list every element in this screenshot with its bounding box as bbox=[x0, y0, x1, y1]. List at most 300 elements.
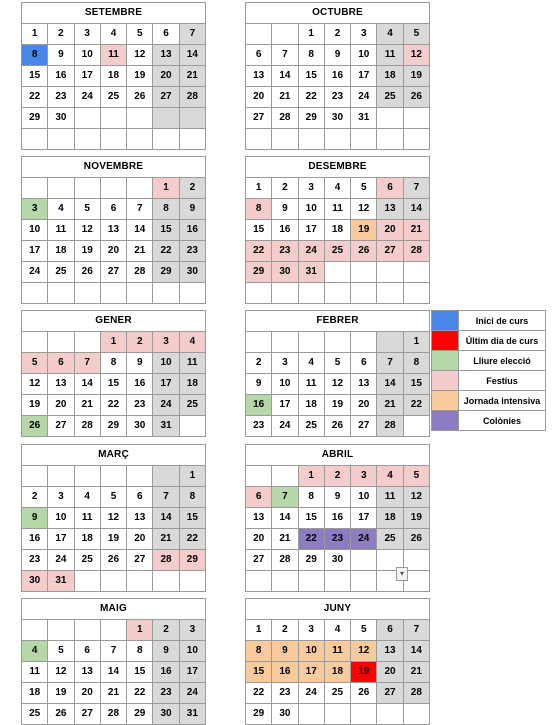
day-cell[interactable]: 2 bbox=[246, 353, 272, 374]
day-cell[interactable]: 11 bbox=[100, 45, 126, 66]
day-cell[interactable]: 27 bbox=[127, 550, 153, 571]
day-cell[interactable] bbox=[377, 332, 403, 353]
day-cell[interactable] bbox=[74, 332, 100, 353]
day-cell[interactable]: 11 bbox=[377, 45, 403, 66]
day-cell[interactable]: 16 bbox=[324, 508, 350, 529]
day-cell[interactable]: 17 bbox=[298, 662, 324, 683]
day-cell[interactable]: 6 bbox=[100, 199, 126, 220]
day-cell[interactable]: 26 bbox=[351, 683, 377, 704]
day-cell[interactable]: 8 bbox=[22, 45, 48, 66]
day-cell[interactable]: 11 bbox=[324, 641, 350, 662]
day-cell[interactable]: 8 bbox=[153, 199, 179, 220]
day-cell[interactable]: 28 bbox=[179, 87, 205, 108]
day-cell[interactable]: 16 bbox=[48, 66, 74, 87]
day-cell[interactable] bbox=[298, 129, 324, 150]
day-cell[interactable] bbox=[377, 704, 403, 725]
day-cell[interactable]: 4 bbox=[74, 487, 100, 508]
day-cell[interactable]: 15 bbox=[298, 66, 324, 87]
day-cell[interactable] bbox=[48, 178, 74, 199]
day-cell[interactable]: 26 bbox=[48, 704, 74, 725]
day-cell[interactable]: 5 bbox=[403, 24, 429, 45]
day-cell[interactable]: 27 bbox=[100, 262, 126, 283]
day-cell[interactable] bbox=[246, 129, 272, 150]
day-cell[interactable]: 7 bbox=[377, 353, 403, 374]
day-cell[interactable]: 18 bbox=[324, 220, 350, 241]
day-cell[interactable] bbox=[127, 466, 153, 487]
day-cell[interactable]: 20 bbox=[153, 66, 179, 87]
day-cell[interactable]: 14 bbox=[127, 220, 153, 241]
day-cell[interactable]: 27 bbox=[246, 550, 272, 571]
day-cell[interactable]: 25 bbox=[179, 395, 205, 416]
day-cell[interactable]: 17 bbox=[153, 374, 179, 395]
day-cell[interactable] bbox=[403, 416, 429, 437]
day-cell[interactable]: 2 bbox=[272, 620, 298, 641]
day-cell[interactable]: 11 bbox=[74, 508, 100, 529]
day-cell[interactable]: 12 bbox=[351, 641, 377, 662]
day-cell[interactable]: 14 bbox=[272, 508, 298, 529]
day-cell[interactable]: 2 bbox=[153, 620, 179, 641]
day-cell[interactable]: 12 bbox=[48, 662, 74, 683]
day-cell[interactable] bbox=[351, 283, 377, 304]
day-cell[interactable]: 12 bbox=[324, 374, 350, 395]
day-cell[interactable]: 21 bbox=[100, 683, 126, 704]
day-cell[interactable]: 9 bbox=[179, 199, 205, 220]
day-cell[interactable]: 27 bbox=[74, 704, 100, 725]
day-cell[interactable] bbox=[127, 571, 153, 592]
day-cell[interactable]: 22 bbox=[246, 683, 272, 704]
day-cell[interactable]: 26 bbox=[403, 87, 429, 108]
day-cell[interactable]: 7 bbox=[403, 620, 429, 641]
day-cell[interactable]: 14 bbox=[403, 199, 429, 220]
day-cell[interactable]: 29 bbox=[246, 262, 272, 283]
day-cell[interactable]: 23 bbox=[272, 241, 298, 262]
day-cell[interactable]: 15 bbox=[127, 662, 153, 683]
day-cell[interactable] bbox=[351, 571, 377, 592]
day-cell[interactable]: 14 bbox=[403, 641, 429, 662]
day-cell[interactable] bbox=[74, 108, 100, 129]
day-cell[interactable]: 13 bbox=[377, 641, 403, 662]
day-cell[interactable]: 25 bbox=[377, 529, 403, 550]
day-cell[interactable] bbox=[153, 129, 179, 150]
day-cell[interactable]: 9 bbox=[324, 45, 350, 66]
day-cell[interactable]: 30 bbox=[22, 571, 48, 592]
day-cell[interactable]: 16 bbox=[324, 66, 350, 87]
day-cell[interactable] bbox=[403, 262, 429, 283]
day-cell[interactable]: 21 bbox=[403, 662, 429, 683]
day-cell[interactable]: 3 bbox=[153, 332, 179, 353]
day-cell[interactable]: 24 bbox=[153, 395, 179, 416]
day-cell[interactable]: 4 bbox=[22, 641, 48, 662]
day-cell[interactable]: 9 bbox=[127, 353, 153, 374]
day-cell[interactable]: 7 bbox=[272, 487, 298, 508]
day-cell[interactable] bbox=[179, 108, 205, 129]
day-cell[interactable]: 20 bbox=[351, 395, 377, 416]
day-cell[interactable]: 11 bbox=[298, 374, 324, 395]
day-cell[interactable]: 15 bbox=[22, 66, 48, 87]
day-cell[interactable]: 1 bbox=[153, 178, 179, 199]
day-cell[interactable]: 11 bbox=[22, 662, 48, 683]
day-cell[interactable] bbox=[272, 571, 298, 592]
day-cell[interactable]: 12 bbox=[403, 487, 429, 508]
day-cell[interactable]: 12 bbox=[351, 199, 377, 220]
day-cell[interactable]: 10 bbox=[48, 508, 74, 529]
day-cell[interactable]: 18 bbox=[377, 66, 403, 87]
day-cell[interactable] bbox=[324, 571, 350, 592]
day-cell[interactable] bbox=[272, 466, 298, 487]
day-cell[interactable]: 27 bbox=[48, 416, 74, 437]
day-cell[interactable]: 27 bbox=[153, 87, 179, 108]
day-cell[interactable] bbox=[246, 466, 272, 487]
day-cell[interactable]: 26 bbox=[100, 550, 126, 571]
day-cell[interactable]: 29 bbox=[100, 416, 126, 437]
day-cell[interactable]: 21 bbox=[179, 66, 205, 87]
day-cell[interactable] bbox=[246, 283, 272, 304]
day-cell[interactable]: 4 bbox=[324, 620, 350, 641]
day-cell[interactable]: 8 bbox=[246, 199, 272, 220]
day-cell[interactable]: 12 bbox=[22, 374, 48, 395]
day-cell[interactable]: 14 bbox=[272, 66, 298, 87]
day-cell[interactable]: 6 bbox=[246, 45, 272, 66]
day-cell[interactable] bbox=[74, 129, 100, 150]
day-cell[interactable]: 17 bbox=[22, 241, 48, 262]
day-cell[interactable]: 24 bbox=[272, 416, 298, 437]
day-cell[interactable]: 5 bbox=[403, 466, 429, 487]
day-cell[interactable] bbox=[100, 283, 126, 304]
day-cell[interactable]: 2 bbox=[127, 332, 153, 353]
day-cell[interactable]: 21 bbox=[127, 241, 153, 262]
day-cell[interactable]: 8 bbox=[298, 487, 324, 508]
day-cell[interactable]: 28 bbox=[272, 550, 298, 571]
day-cell[interactable]: 3 bbox=[298, 620, 324, 641]
day-cell[interactable] bbox=[100, 129, 126, 150]
day-cell[interactable]: 25 bbox=[48, 262, 74, 283]
day-cell[interactable]: 13 bbox=[48, 374, 74, 395]
day-cell[interactable] bbox=[246, 571, 272, 592]
day-cell[interactable]: 18 bbox=[22, 683, 48, 704]
day-cell[interactable]: 12 bbox=[100, 508, 126, 529]
day-cell[interactable]: 8 bbox=[298, 45, 324, 66]
day-cell[interactable]: 25 bbox=[298, 416, 324, 437]
day-cell[interactable]: 20 bbox=[377, 662, 403, 683]
day-cell[interactable]: 2 bbox=[324, 466, 350, 487]
day-cell[interactable]: 28 bbox=[403, 241, 429, 262]
day-cell[interactable] bbox=[351, 550, 377, 571]
day-cell[interactable]: 1 bbox=[22, 24, 48, 45]
day-cell[interactable]: 23 bbox=[153, 683, 179, 704]
day-cell[interactable]: 17 bbox=[74, 66, 100, 87]
day-cell[interactable]: 6 bbox=[377, 178, 403, 199]
day-cell[interactable] bbox=[377, 129, 403, 150]
day-cell[interactable]: 1 bbox=[246, 178, 272, 199]
day-cell[interactable]: 1 bbox=[127, 620, 153, 641]
day-cell[interactable] bbox=[48, 332, 74, 353]
day-cell[interactable]: 14 bbox=[74, 374, 100, 395]
day-cell[interactable]: 23 bbox=[324, 529, 350, 550]
day-cell[interactable]: 3 bbox=[179, 620, 205, 641]
day-cell[interactable]: 22 bbox=[403, 395, 429, 416]
day-cell[interactable] bbox=[403, 704, 429, 725]
day-cell[interactable]: 18 bbox=[48, 241, 74, 262]
day-cell[interactable]: 29 bbox=[22, 108, 48, 129]
day-cell[interactable] bbox=[179, 283, 205, 304]
day-cell[interactable]: 26 bbox=[403, 529, 429, 550]
day-cell[interactable]: 15 bbox=[246, 220, 272, 241]
day-cell[interactable]: 15 bbox=[100, 374, 126, 395]
day-cell[interactable] bbox=[100, 466, 126, 487]
day-cell[interactable]: 5 bbox=[74, 199, 100, 220]
day-cell[interactable]: 16 bbox=[179, 220, 205, 241]
day-cell[interactable]: 6 bbox=[127, 487, 153, 508]
day-cell[interactable]: 29 bbox=[179, 550, 205, 571]
day-cell[interactable]: 9 bbox=[272, 199, 298, 220]
day-cell[interactable] bbox=[377, 108, 403, 129]
day-cell[interactable]: 26 bbox=[324, 416, 350, 437]
day-cell[interactable]: 25 bbox=[324, 241, 350, 262]
day-cell[interactable]: 10 bbox=[22, 220, 48, 241]
day-cell[interactable]: 14 bbox=[179, 45, 205, 66]
day-cell[interactable]: 24 bbox=[179, 683, 205, 704]
day-cell[interactable]: 16 bbox=[272, 662, 298, 683]
day-cell[interactable]: 21 bbox=[272, 87, 298, 108]
day-cell[interactable]: 25 bbox=[22, 704, 48, 725]
day-cell[interactable]: 22 bbox=[298, 87, 324, 108]
day-cell[interactable]: 6 bbox=[48, 353, 74, 374]
day-cell[interactable]: 4 bbox=[324, 178, 350, 199]
day-cell[interactable]: 9 bbox=[246, 374, 272, 395]
day-cell[interactable]: 12 bbox=[403, 45, 429, 66]
day-cell[interactable]: 2 bbox=[22, 487, 48, 508]
day-cell[interactable]: 27 bbox=[351, 416, 377, 437]
day-cell[interactable]: 13 bbox=[246, 508, 272, 529]
day-cell[interactable] bbox=[74, 178, 100, 199]
day-cell[interactable]: 15 bbox=[246, 662, 272, 683]
day-cell[interactable]: 17 bbox=[48, 529, 74, 550]
day-cell[interactable]: 7 bbox=[272, 45, 298, 66]
day-cell[interactable]: 18 bbox=[74, 529, 100, 550]
day-cell[interactable]: 9 bbox=[272, 641, 298, 662]
day-cell[interactable] bbox=[74, 571, 100, 592]
day-cell[interactable]: 15 bbox=[179, 508, 205, 529]
day-cell[interactable] bbox=[22, 620, 48, 641]
day-cell[interactable]: 5 bbox=[100, 487, 126, 508]
day-cell[interactable] bbox=[74, 466, 100, 487]
day-cell[interactable]: 30 bbox=[127, 416, 153, 437]
day-cell[interactable]: 19 bbox=[22, 395, 48, 416]
day-cell[interactable]: 13 bbox=[74, 662, 100, 683]
day-cell[interactable]: 17 bbox=[351, 66, 377, 87]
day-cell[interactable] bbox=[179, 129, 205, 150]
day-cell[interactable]: 24 bbox=[22, 262, 48, 283]
day-cell[interactable]: 22 bbox=[127, 683, 153, 704]
day-cell[interactable]: 23 bbox=[127, 395, 153, 416]
day-cell[interactable]: 25 bbox=[377, 87, 403, 108]
day-cell[interactable]: 21 bbox=[272, 529, 298, 550]
day-cell[interactable]: 8 bbox=[403, 353, 429, 374]
day-cell[interactable]: 26 bbox=[74, 262, 100, 283]
day-cell[interactable] bbox=[246, 332, 272, 353]
day-cell[interactable]: 30 bbox=[324, 108, 350, 129]
day-cell[interactable] bbox=[403, 283, 429, 304]
day-cell[interactable]: 19 bbox=[403, 508, 429, 529]
day-cell[interactable]: 11 bbox=[324, 199, 350, 220]
day-cell[interactable]: 10 bbox=[179, 641, 205, 662]
day-cell[interactable]: 2 bbox=[324, 24, 350, 45]
day-cell[interactable]: 13 bbox=[246, 66, 272, 87]
day-cell[interactable]: 29 bbox=[127, 704, 153, 725]
day-cell[interactable]: 2 bbox=[48, 24, 74, 45]
day-cell[interactable]: 28 bbox=[74, 416, 100, 437]
day-cell[interactable] bbox=[74, 620, 100, 641]
day-cell[interactable]: 21 bbox=[377, 395, 403, 416]
day-cell[interactable]: 28 bbox=[127, 262, 153, 283]
day-cell[interactable]: 18 bbox=[100, 66, 126, 87]
day-cell[interactable]: 15 bbox=[403, 374, 429, 395]
day-cell[interactable]: 20 bbox=[246, 87, 272, 108]
day-cell[interactable]: 31 bbox=[48, 571, 74, 592]
day-cell[interactable]: 24 bbox=[298, 683, 324, 704]
day-cell[interactable] bbox=[298, 283, 324, 304]
day-cell[interactable]: 20 bbox=[48, 395, 74, 416]
day-cell[interactable]: 19 bbox=[324, 395, 350, 416]
day-cell[interactable] bbox=[351, 704, 377, 725]
day-cell[interactable] bbox=[179, 416, 205, 437]
day-cell[interactable]: 13 bbox=[127, 508, 153, 529]
day-cell[interactable] bbox=[403, 108, 429, 129]
day-cell[interactable]: 29 bbox=[298, 108, 324, 129]
day-cell[interactable]: 19 bbox=[351, 220, 377, 241]
day-cell[interactable]: 28 bbox=[272, 108, 298, 129]
day-cell[interactable]: 3 bbox=[48, 487, 74, 508]
day-cell[interactable]: 26 bbox=[127, 87, 153, 108]
day-cell[interactable] bbox=[22, 129, 48, 150]
day-cell[interactable]: 7 bbox=[403, 178, 429, 199]
day-cell[interactable]: 6 bbox=[153, 24, 179, 45]
day-cell[interactable]: 11 bbox=[179, 353, 205, 374]
day-cell[interactable]: 19 bbox=[74, 241, 100, 262]
day-cell[interactable]: 3 bbox=[74, 24, 100, 45]
day-cell[interactable] bbox=[298, 332, 324, 353]
day-cell[interactable]: 6 bbox=[246, 487, 272, 508]
day-cell[interactable]: 20 bbox=[127, 529, 153, 550]
day-cell[interactable] bbox=[153, 283, 179, 304]
day-cell[interactable]: 7 bbox=[153, 487, 179, 508]
day-cell[interactable]: 18 bbox=[179, 374, 205, 395]
day-cell[interactable] bbox=[48, 620, 74, 641]
day-cell[interactable]: 2 bbox=[179, 178, 205, 199]
day-cell[interactable]: 8 bbox=[179, 487, 205, 508]
day-cell[interactable]: 20 bbox=[100, 241, 126, 262]
day-cell[interactable]: 25 bbox=[100, 87, 126, 108]
day-cell[interactable]: 4 bbox=[179, 332, 205, 353]
day-cell[interactable]: 30 bbox=[272, 262, 298, 283]
day-cell[interactable]: 30 bbox=[179, 262, 205, 283]
day-cell[interactable]: 11 bbox=[377, 487, 403, 508]
day-cell[interactable] bbox=[403, 129, 429, 150]
day-cell[interactable] bbox=[351, 129, 377, 150]
day-cell[interactable]: 17 bbox=[298, 220, 324, 241]
day-cell[interactable]: 1 bbox=[403, 332, 429, 353]
day-cell[interactable]: 19 bbox=[351, 662, 377, 683]
day-cell[interactable]: 18 bbox=[377, 508, 403, 529]
day-cell[interactable] bbox=[127, 129, 153, 150]
day-cell[interactable]: 7 bbox=[74, 353, 100, 374]
day-cell[interactable]: 28 bbox=[377, 416, 403, 437]
day-cell[interactable]: 23 bbox=[272, 683, 298, 704]
day-cell[interactable]: 21 bbox=[403, 220, 429, 241]
day-cell[interactable]: 5 bbox=[351, 620, 377, 641]
day-cell[interactable]: 9 bbox=[48, 45, 74, 66]
day-cell[interactable]: 10 bbox=[272, 374, 298, 395]
day-cell[interactable]: 16 bbox=[272, 220, 298, 241]
day-cell[interactable]: 6 bbox=[74, 641, 100, 662]
day-cell[interactable]: 16 bbox=[22, 529, 48, 550]
day-cell[interactable]: 23 bbox=[48, 87, 74, 108]
day-cell[interactable]: 22 bbox=[100, 395, 126, 416]
day-cell[interactable]: 1 bbox=[298, 24, 324, 45]
day-cell[interactable] bbox=[324, 129, 350, 150]
day-cell[interactable]: 8 bbox=[100, 353, 126, 374]
day-cell[interactable]: 29 bbox=[246, 704, 272, 725]
day-cell[interactable]: 29 bbox=[153, 262, 179, 283]
day-cell[interactable]: 20 bbox=[246, 529, 272, 550]
day-cell[interactable]: 19 bbox=[48, 683, 74, 704]
day-cell[interactable] bbox=[74, 283, 100, 304]
day-cell[interactable]: 22 bbox=[153, 241, 179, 262]
filter-dropdown-icon[interactable]: ▾ bbox=[396, 567, 408, 581]
day-cell[interactable] bbox=[298, 571, 324, 592]
day-cell[interactable] bbox=[377, 283, 403, 304]
day-cell[interactable]: 20 bbox=[377, 220, 403, 241]
day-cell[interactable]: 5 bbox=[22, 353, 48, 374]
day-cell[interactable] bbox=[48, 466, 74, 487]
day-cell[interactable] bbox=[100, 620, 126, 641]
day-cell[interactable]: 23 bbox=[246, 416, 272, 437]
day-cell[interactable]: 13 bbox=[153, 45, 179, 66]
day-cell[interactable]: 27 bbox=[377, 683, 403, 704]
day-cell[interactable]: 8 bbox=[246, 641, 272, 662]
day-cell[interactable]: 16 bbox=[127, 374, 153, 395]
day-cell[interactable]: 15 bbox=[153, 220, 179, 241]
day-cell[interactable]: 13 bbox=[377, 199, 403, 220]
day-cell[interactable]: 10 bbox=[153, 353, 179, 374]
day-cell[interactable]: 7 bbox=[127, 199, 153, 220]
day-cell[interactable] bbox=[272, 283, 298, 304]
day-cell[interactable]: 19 bbox=[403, 66, 429, 87]
day-cell[interactable]: 24 bbox=[74, 87, 100, 108]
day-cell[interactable]: 28 bbox=[403, 683, 429, 704]
day-cell[interactable]: 21 bbox=[153, 529, 179, 550]
day-cell[interactable] bbox=[272, 129, 298, 150]
day-cell[interactable]: 13 bbox=[100, 220, 126, 241]
day-cell[interactable]: 24 bbox=[48, 550, 74, 571]
day-cell[interactable]: 12 bbox=[74, 220, 100, 241]
day-cell[interactable]: 28 bbox=[100, 704, 126, 725]
day-cell[interactable]: 17 bbox=[272, 395, 298, 416]
day-cell[interactable]: 1 bbox=[298, 466, 324, 487]
day-cell[interactable]: 18 bbox=[324, 662, 350, 683]
day-cell[interactable] bbox=[324, 283, 350, 304]
day-cell[interactable]: 24 bbox=[298, 241, 324, 262]
day-cell[interactable]: 30 bbox=[153, 704, 179, 725]
day-cell[interactable]: 9 bbox=[153, 641, 179, 662]
day-cell[interactable]: 6 bbox=[351, 353, 377, 374]
day-cell[interactable]: 31 bbox=[179, 704, 205, 725]
day-cell[interactable]: 3 bbox=[351, 466, 377, 487]
day-cell[interactable]: 3 bbox=[298, 178, 324, 199]
day-cell[interactable]: 12 bbox=[127, 45, 153, 66]
day-cell[interactable] bbox=[127, 178, 153, 199]
day-cell[interactable]: 14 bbox=[153, 508, 179, 529]
